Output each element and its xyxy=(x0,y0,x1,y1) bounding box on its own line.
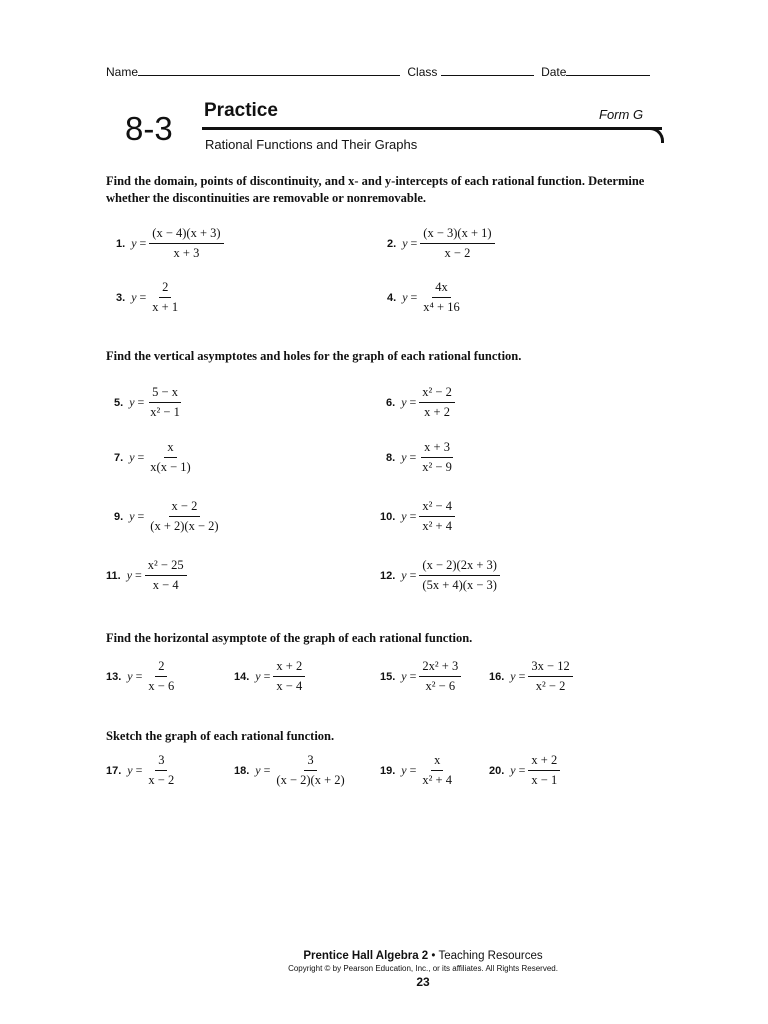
header-rule xyxy=(202,127,662,130)
problem-number: 11. xyxy=(106,569,121,582)
denominator: x + 1 xyxy=(152,300,179,314)
denominator: x² + 4 xyxy=(422,773,452,787)
denominator: x(x − 1) xyxy=(150,460,191,474)
fraction xyxy=(419,385,455,420)
problem-3 xyxy=(116,280,181,315)
class-label: Class xyxy=(407,65,438,79)
problem-number: 15. xyxy=(380,670,396,683)
lesson-subtitle: Rational Functions and Their Graphs xyxy=(205,137,418,152)
instruction-section-2: Find the vertical asymptotes and holes for the graph of each rational function. xyxy=(106,349,522,363)
numerator: x xyxy=(431,753,443,771)
instruction-section-4: Sketch the graph of each rational function. xyxy=(106,729,335,743)
denominator: x − 6 xyxy=(148,679,175,693)
lhs: y = xyxy=(401,568,417,582)
form-label: Form G xyxy=(599,107,644,122)
fraction xyxy=(419,753,455,788)
fraction xyxy=(145,659,177,694)
problem-9 xyxy=(114,499,222,534)
denominator: x² − 9 xyxy=(422,460,452,474)
footer-book-line xyxy=(0,950,768,962)
problem-19 xyxy=(380,753,455,788)
numerator: x² − 25 xyxy=(145,558,187,576)
numerator: (x − 4)(x + 3) xyxy=(149,226,223,244)
denominator: x − 2 xyxy=(444,246,471,260)
lhs: y = xyxy=(255,669,271,683)
denominator: (x − 2)(x + 2) xyxy=(276,773,345,787)
fraction xyxy=(149,226,223,261)
date-blank[interactable] xyxy=(566,63,650,76)
footer-separator: • xyxy=(431,950,436,962)
problem-number: 9. xyxy=(114,510,124,523)
date-label: Date xyxy=(541,65,567,79)
lhs: y = xyxy=(401,450,417,464)
numerator: x − 2 xyxy=(169,499,201,517)
numerator: 2 xyxy=(159,280,171,298)
fraction xyxy=(419,659,461,694)
numerator: 2x² + 3 xyxy=(419,659,461,677)
lhs: y = xyxy=(402,236,418,250)
problem-number: 6. xyxy=(386,396,396,409)
denominator: x⁴ + 16 xyxy=(423,300,460,314)
fraction xyxy=(528,659,572,694)
problem-number: 18. xyxy=(234,764,250,777)
numerator: 2 xyxy=(155,659,167,677)
instruction-section-1: Find the domain, points of discontinuity, and x- and y-intercepts of each rational function. Determine whether the discontinuities are removable or nonremovable. xyxy=(106,174,645,205)
fraction xyxy=(145,753,177,788)
problem-10 xyxy=(380,499,455,534)
fraction xyxy=(420,226,494,261)
denominator: x² − 1 xyxy=(150,405,180,419)
denominator: x − 4 xyxy=(152,578,179,592)
problem-4 xyxy=(387,280,463,315)
problem-number: 13. xyxy=(106,670,122,683)
denominator: x² − 6 xyxy=(425,679,456,693)
numerator: 5 − x xyxy=(149,385,181,403)
problem-17 xyxy=(106,753,177,788)
problem-number: 16. xyxy=(489,670,505,683)
denominator: (5x + 4)(x − 3) xyxy=(422,578,497,592)
problem-15 xyxy=(380,659,461,694)
problem-16 xyxy=(489,659,573,694)
numerator: x xyxy=(164,440,176,458)
fraction xyxy=(419,440,455,475)
lhs: y = xyxy=(129,450,145,464)
fraction xyxy=(273,659,305,694)
problem-5 xyxy=(114,385,183,420)
denominator: x + 3 xyxy=(173,246,200,260)
problem-number: 7. xyxy=(114,451,124,464)
lhs: y = xyxy=(126,568,142,582)
name-blank[interactable] xyxy=(138,63,400,76)
lhs: y = xyxy=(131,236,147,250)
lhs: y = xyxy=(131,290,147,304)
problem-1 xyxy=(116,226,224,261)
numerator: 3x − 12 xyxy=(528,659,572,677)
lhs: y = xyxy=(129,509,145,523)
numerator: x + 3 xyxy=(421,440,453,458)
denominator: x − 1 xyxy=(531,773,558,787)
fraction xyxy=(273,753,347,788)
lhs: y = xyxy=(510,763,526,777)
fraction xyxy=(147,499,221,534)
problem-13 xyxy=(106,659,177,694)
problem-number: 12. xyxy=(380,569,396,582)
lhs: y = xyxy=(401,509,417,523)
problem-number: 2. xyxy=(387,237,397,250)
lhs: y = xyxy=(255,763,271,777)
numerator: x² − 2 xyxy=(419,385,455,403)
lhs: y = xyxy=(401,669,417,683)
denominator: x² − 2 xyxy=(535,679,566,693)
fraction xyxy=(147,440,193,475)
class-blank[interactable] xyxy=(441,63,534,76)
problem-7 xyxy=(114,440,194,475)
problem-2 xyxy=(387,226,495,261)
problem-number: 1. xyxy=(116,237,126,250)
lhs: y = xyxy=(510,669,526,683)
problem-11 xyxy=(106,558,187,593)
fraction xyxy=(528,753,560,788)
lhs: y = xyxy=(401,395,417,409)
problem-number: 14. xyxy=(234,670,250,683)
denominator: (x + 2)(x − 2) xyxy=(150,519,219,533)
problem-12 xyxy=(380,558,500,593)
problem-number: 20. xyxy=(489,764,505,777)
name-class-date-row xyxy=(106,63,650,79)
lesson-number: 8-3 xyxy=(125,110,173,147)
instruction-section-3: Find the horizontal asymptote of the graph of each rational function. xyxy=(106,631,473,645)
numerator: 3 xyxy=(304,753,316,771)
problem-6 xyxy=(386,385,455,420)
numerator: (x − 3)(x + 1) xyxy=(420,226,494,244)
problem-number: 3. xyxy=(116,291,126,304)
lhs: y = xyxy=(127,669,143,683)
lhs: y = xyxy=(401,763,417,777)
problem-number: 17. xyxy=(106,764,122,777)
page-number: 23 xyxy=(416,975,430,989)
lhs: y = xyxy=(127,763,143,777)
fraction xyxy=(145,558,187,593)
footer-book: Prentice Hall Algebra 2 xyxy=(303,950,429,962)
numerator: (x − 2)(2x + 3) xyxy=(419,558,500,576)
footer-copyright: Copyright © by Pearson Education, Inc., or its affiliates. All Rights Reserved. xyxy=(288,964,558,973)
denominator: x² + 4 xyxy=(422,519,452,533)
fraction xyxy=(147,385,183,420)
lhs: y = xyxy=(129,395,145,409)
problem-number: 10. xyxy=(380,510,396,523)
problem-18 xyxy=(234,753,348,788)
footer-resource: Teaching Resources xyxy=(438,950,543,962)
problem-8 xyxy=(386,440,455,475)
problem-14 xyxy=(234,659,305,694)
denominator: x − 4 xyxy=(276,679,303,693)
numerator: x + 2 xyxy=(528,753,560,771)
fraction xyxy=(420,280,462,315)
denominator: x + 2 xyxy=(424,405,450,419)
fraction xyxy=(149,280,181,315)
problem-number: 5. xyxy=(114,396,124,409)
denominator: x − 2 xyxy=(148,773,175,787)
numerator: 4x xyxy=(432,280,451,298)
numerator: 3 xyxy=(155,753,167,771)
lhs: y = xyxy=(402,290,418,304)
problem-20 xyxy=(489,753,560,788)
numerator: x + 2 xyxy=(273,659,305,677)
name-label: Name xyxy=(106,65,139,79)
problem-number: 4. xyxy=(387,291,397,304)
fraction xyxy=(419,558,500,593)
fraction xyxy=(419,499,455,534)
practice-title: Practice xyxy=(204,100,278,121)
numerator: x² − 4 xyxy=(419,499,455,517)
problem-number: 8. xyxy=(386,451,396,464)
problem-number: 19. xyxy=(380,764,396,777)
